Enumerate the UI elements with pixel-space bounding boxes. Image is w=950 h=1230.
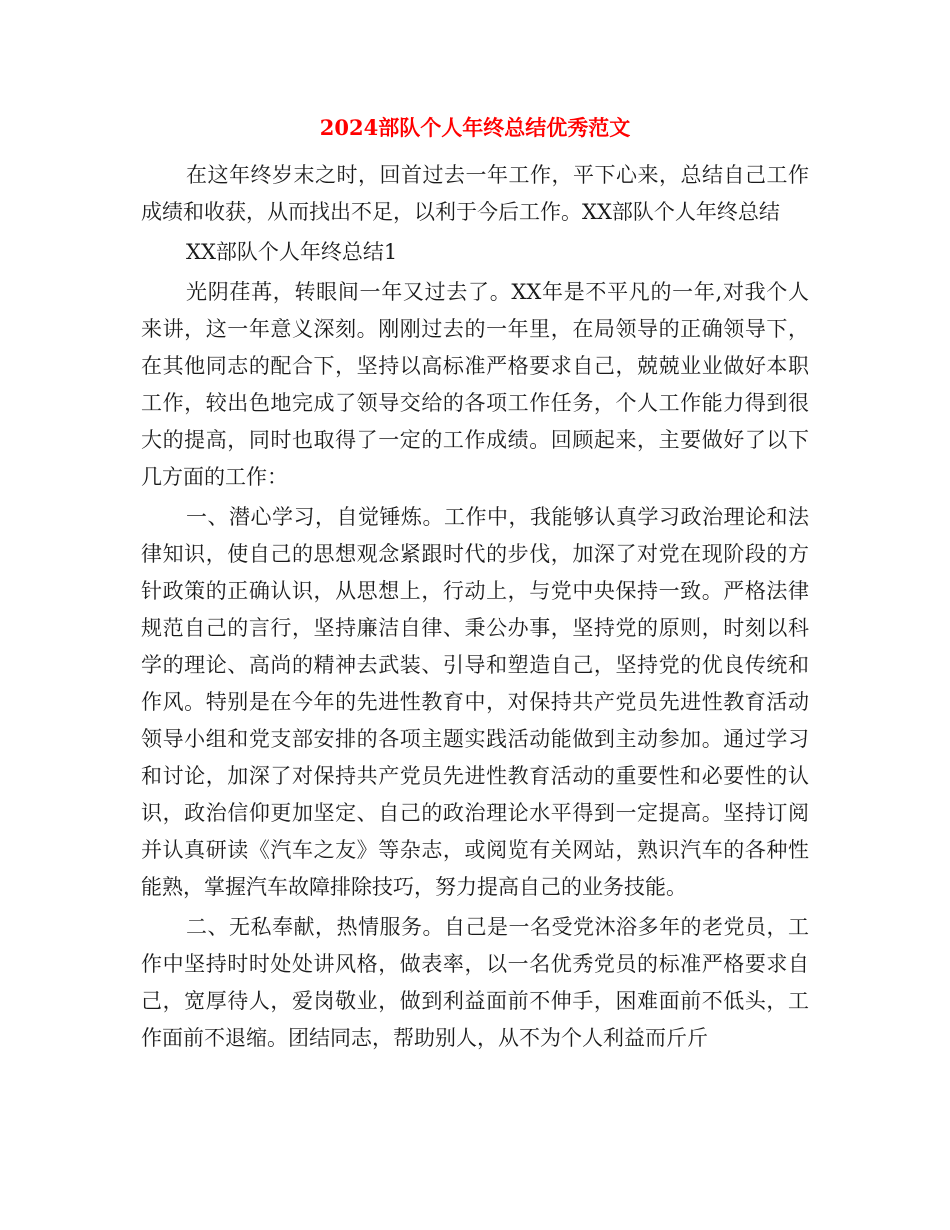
body-paragraph-opening: 光阴荏苒，转眼间一年又过去了。XX年是不平凡的一年,对我个人来讲，这一年意义深刻。刚刚过去的一年里，在局领导的正确领导下，在其他同志的配合下，坚持以高标准严格要求自己，兢兢业业做好本职工作，较出色地完成了领导交给的各项工作任务，个人工作能力得到很大的提高，同时也取得了一定的工作成绩。回顾起来，主要做好了以下几方面的工作： — [141, 280, 809, 489]
body-paragraph-study: 一、潜心学习，自觉锤炼。工作中，我能够认真学习政治理论和法律知识，使自己的思想观念紧跟时代的步伐，加深了对党在现阶段的方针政策的正确认识，从思想上，行动上，与党中央保持一致。严格法律规范自己的言行，坚持廉洁自律、秉公办事，坚持党的原则，时刻以科学的理论、高尚的精神去武装、引导和塑造自己，坚持党的优良传统和作风。特别是在今年的先进性教育中，对保持共产党员先进性教育活动领导小组和党支部安排的各项主题实践活动能做到主动参加。通过学习和讨论，加深了对保持共产党员先进性教育活动的重要性和必要性的认识，政治信仰更加坚定、自己的政治理论水平得到一定提高。坚持订阅并认真研读《汽车之友》等杂志，或阅览有关网站，熟识汽车的各种性能熟，掌握汽车故障排除技巧，努力提高自己的业务技能。 — [141, 505, 809, 899]
intro-paragraph: 在这年终岁末之时，回首过去一年工作，平下心来，总结自己工作成绩和收获，从而找出不足，以利于今后工作。XX部队个人年终总结 — [141, 163, 809, 224]
body-paragraph-service: 二、无私奉献，热情服务。自己是一名受党沐浴多年的老党员，工作中坚持时时处处讲风格，做表率，以一名优秀党员的标准严格要求自己，宽厚待人，爱岗敬业，做到利益面前不伸手，困难面前不低头，工作面前不退缩。团结同志，帮助别人，从不为个人利益而斤斤 — [141, 915, 809, 1050]
document-title: 2024部队个人年终总结优秀范文 — [319, 115, 631, 140]
document-body — [141, 157, 809, 1057]
section-heading: XX部队个人年终总结1 — [186, 240, 398, 264]
